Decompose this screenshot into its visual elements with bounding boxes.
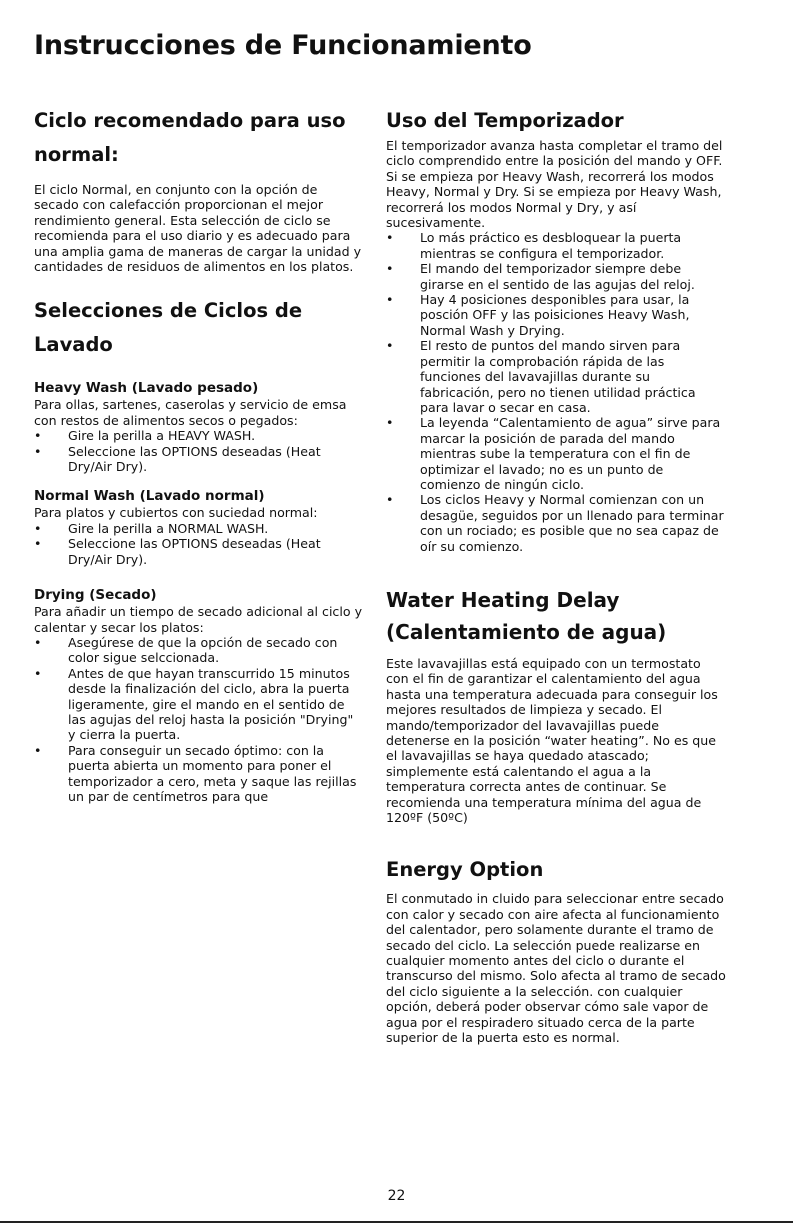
list-item: • Antes de que hayan transcurrido 15 minutos desde la finalización del ciclo, abra la puerta ligeramente, gire el mando en el sentido de las agujas del reloj hasta la posición "Drying" y cierra la puerta.	[34, 666, 364, 743]
section-body-timer: El temporizador avanza hasta completar el tramo del ciclo comprendido entre la posición del mando y OFF. Si se empieza por Heavy Wash, recorrerá los modos Heavy, Normal y Dry. Si se empieza por Heavy Wash, recorrerá los modos Normal y Dry, y así sucesivamente.	[386, 138, 723, 231]
subheading-normal-wash: Normal Wash (Lavado normal)	[34, 488, 265, 505]
list-item: • Para conseguir un secado óptimo: con la puerta abierta un momento para poner el temporizador a cero, meta y saque las rejillas un par de centímetros para que	[34, 743, 364, 805]
section-heading-water-heating: Water Heating Delay (Calentamiento de agua)	[386, 587, 667, 644]
section-heading-timer: Uso del Temporizador	[386, 109, 624, 132]
heavy-wash-intro: Para ollas, sartenes, caserolas y servicio de emsa con restos de alimentos secos o pegados:	[34, 397, 347, 428]
normal-wash-intro: Para platos y cubiertos con suciedad normal:	[34, 505, 318, 521]
list-item: • Los ciclos Heavy y Normal comienzan con un desagüe, seguidos por un llenado para terminar con un rociado; es posible que no sea capaz de oír su comienzo.	[386, 492, 726, 554]
list-item: • Gire la perilla a HEAVY WASH.	[34, 428, 364, 443]
list-item: • Lo más práctico es desbloquear la puerta mientras se configura el temporizador.	[386, 230, 726, 261]
drying-list	[34, 635, 364, 804]
bottom-rule	[0, 1221, 793, 1223]
list-item: • Seleccione las OPTIONS deseadas (Heat Dry/Air Dry).	[34, 536, 364, 567]
page-title: Instrucciones de Funcionamiento	[34, 30, 532, 61]
heavy-wash-list	[34, 428, 364, 474]
list-item: • La leyenda “Calentamiento de agua” sirve para marcar la posición de parada del mando mientras sube la temperatura con el fin de optimizar el lavado; no es un punto de comienzo de ningún ciclo.	[386, 415, 726, 492]
left-column	[34, 104, 364, 804]
section-heading-wash-cycles: Selecciones de Ciclos de Lavado	[34, 299, 303, 357]
subheading-heavy-wash: Heavy Wash (Lavado pesado)	[34, 380, 259, 397]
list-item: • Gire la perilla a NORMAL WASH.	[34, 521, 364, 536]
section-heading-normal-cycle: Ciclo recomendado para uso normal:	[34, 109, 346, 166]
list-item: • Asegúrese de que la opción de secado con color sigue selccionada.	[34, 635, 364, 666]
list-item: • El mando del temporizador siempre debe girarse en el sentido de las agujas del reloj.	[386, 261, 726, 292]
section-body-normal-cycle: El ciclo Normal, en conjunto con la opción de secado con calefacción proporcionan el mejor rendimiento general. Esta selección de ciclo se recomienda para el uso diario y es adecuado para una amplia gama de maneras de cargar la unidad y cantidades de residuos de alimentos en los platos.	[34, 182, 362, 275]
page-number: 22	[387, 1188, 406, 1204]
right-column	[386, 104, 726, 1046]
section-body-water-heating: Este lavavajillas está equipado con un termostato con el fin de garantizar el calentamiento del agua hasta una temperatura adecuada para conseguir los mejores resultados de limpieza y secado. El mando/temporizador del lavavajillas puede detenerse en la posición “water heating”. No es que el lavavajillas se haya quedado atascado; simplemente está calentando el agua a la temperatura correcta antes de continuar. Se recomienda una temperatura mínima del agua de 120ºF (50ºC)	[386, 655, 718, 826]
section-body-energy: El conmutado in cluido para seleccionar entre secado con calor y secado con aire afecta al funcionamiento del calentador, pero solamente durante el tramo de secado del ciclo. La selección puede realizarse en cualquier momento antes del ciclo o durante el transcurso del mismo. Solo afecta al tramo de secado del ciclo siguiente a la selección. con cualquier opción, deberá poder observar cómo sale vapor de agua por el respiradero situado cerca de la parte superior de la puerta esto es normal.	[386, 891, 726, 1046]
normal-wash-list	[34, 521, 364, 567]
drying-intro: Para añadir un tiempo de secado adicional al ciclo y calentar y secar los platos:	[34, 604, 363, 635]
list-item: • El resto de puntos del mando sirven para permitir la comprobación rápida de las funciones del lavavajillas durante su fabricación, pero no tienen utilidad práctica para lavar o secar en casa.	[386, 338, 726, 415]
list-item: • Hay 4 posiciones desponibles para usar, la posción OFF y las poisiciones Heavy Wash, Normal Wash y Drying.	[386, 292, 726, 338]
subheading-drying: Drying (Secado)	[34, 587, 157, 604]
section-heading-energy: Energy Option	[386, 858, 544, 882]
timer-list	[386, 230, 726, 554]
list-item: • Seleccione las OPTIONS deseadas (Heat Dry/Air Dry).	[34, 444, 364, 475]
